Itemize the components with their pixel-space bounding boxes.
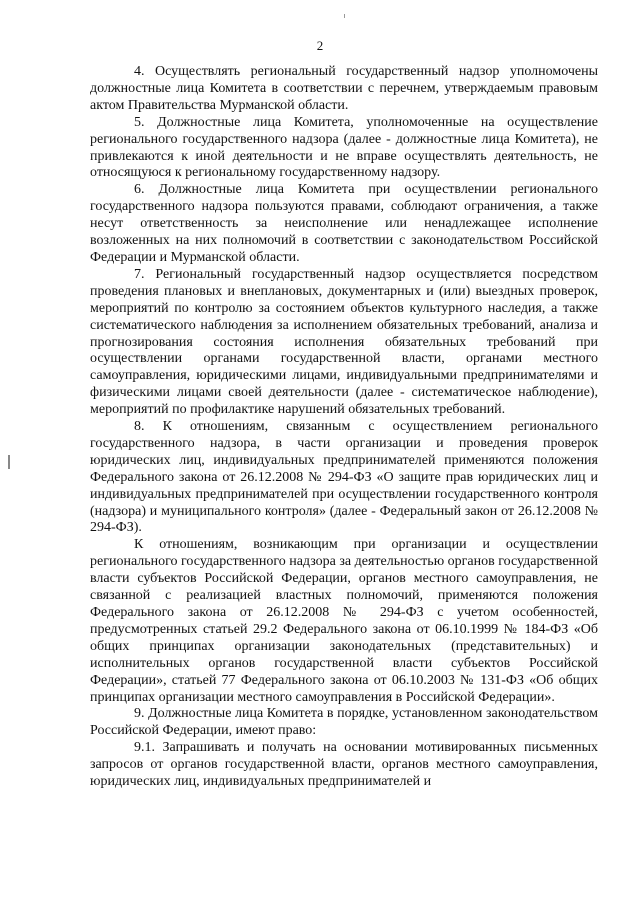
- document-body: [90, 64, 598, 791]
- scan-margin-mark: [8, 455, 10, 469]
- page-number: 2: [316, 38, 324, 53]
- paragraph-7: 7. Региональный государственный надзор осуществляется посредством проведения плановых и внеплановых, документарных и (или) выездных проверок, мероприятий по контролю за состоянием объектов культурного наследия, а также систематического наблюдения за исполнением обязательных требований, анализа и прогнозирования состояния исполнения обязательных требований при осуществлении органами государственной власти, органами местного самоуправления, юридическими лицами, индивидуальными предпринимателями и физическими лицами своей деятельности (далее - систематическое наблюдение), мероприятий по профилактике нарушений обязательных требований.: [90, 266, 598, 418]
- paragraph-6: 6. Должностные лица Комитета при осуществлении регионального государственного надзора пользуются правами, соблюдают ограничения, а также несут ответственность за неисполнение или ненадлежащее исполнение возложенных на них полномочий в соответствии с законодательством Российской Федерации и Мурманской области.: [90, 182, 598, 265]
- paragraph-9-1: 9.1. Запрашивать и получать на основании мотивированных письменных запросов от органов государственной власти, органов местного самоуправления, юридических лиц, индивидуальных предпринимателей и: [90, 740, 598, 790]
- paragraph-8: 8. К отношениям, связанным с осуществлением регионального государственного надзора, в части организации и проведения проверок юридических лиц, индивидуальных предпринимателей применяются положения Федерального закона от 26.12.2008 № 294-ФЗ «О защите прав юридических лиц и индивидуальных предпринимателей при осуществлении государственного контроля (надзора) и муниципального контроля» (далее - Федеральный закон от 26.12.2008 № 294-ФЗ).: [90, 419, 598, 536]
- scan-artifact: [344, 14, 345, 18]
- paragraph-4: 4. Осуществлять региональный государственный надзор уполномочены должностные лица Комитета в соответствии с перечнем, утверждаемым правовым актом Правительства Мурманской области.: [90, 64, 598, 113]
- paragraph-5: 5. Должностные лица Комитета, уполномоченные на осуществление регионального государственного надзора (далее - должностные лица Комитета), не привлекаются к иной деятельности и не вправе осуществлять деятельность, не относящуюся к региональному государственному надзору.: [90, 114, 598, 181]
- paragraph-9: 9. Должностные лица Комитета в порядке, установленном законодательством Российской Федерации, имеют право:: [90, 706, 598, 739]
- paragraph-8-continued: К отношениям, возникающим при организации и осуществлении регионального государственного надзора за деятельностью органов государственной власти субъектов Российской Федерации, органов местного самоуправления, не связанной с реализацией властных полномочий, применяются положения Федерального закона от 26.12.2008 № 294-ФЗ с учетом особенностей, предусмотренных статьей 29.2 Федерального закона от 06.10.1999 № 184-ФЗ «Об общих принципах организации законодательных (представительных) и исполнительных органов государственной власти субъектов Российской Федерации», статьей 77 Федерального закона от 06.10.2003 № 131-ФЗ «Об общих принципах организации местного самоуправления в Российской Федерации».: [90, 537, 598, 705]
